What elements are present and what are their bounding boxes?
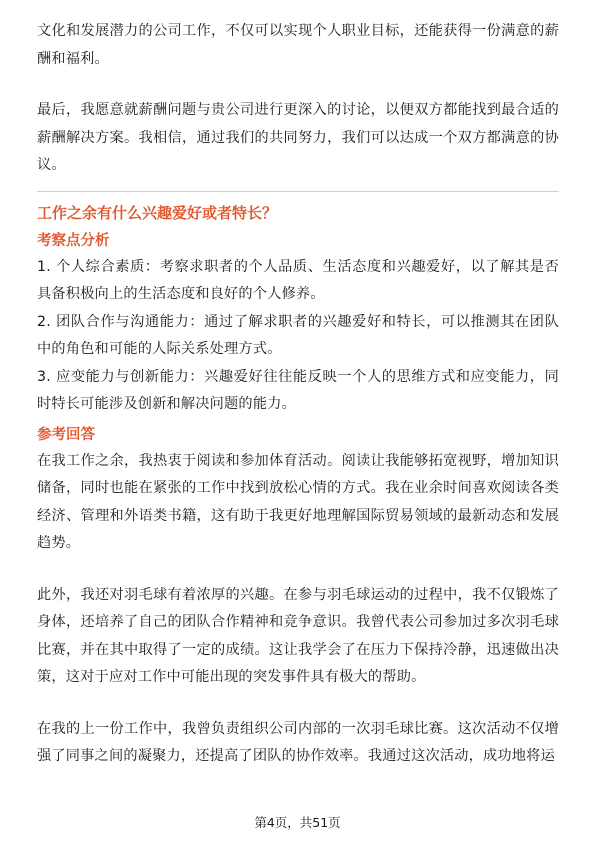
question-heading: 工作之余有什么兴趣爱好或者特长？ (37, 203, 278, 222)
answer-paragraph-1: 在我工作之余，我热衷于阅读和参加体育活动。阅读让我能够拓宽视野，增加知识储备，同时也能在紧张的工作中找到放松心情的方式。我在业余时间喜欢阅读各类经济、管理和外语类书籍，这有助于我更好地理解国际贸易领域的最新动态和发展趋势。 (37, 452, 559, 551)
answer-heading: 参考回答 (37, 426, 95, 443)
analysis-heading: 考察点分析 (37, 232, 110, 249)
analysis-item-1: 1. 个人综合素质：考察求职者的个人品质、生活态度和兴趣爱好，以了解其是否具备积极向上的生活态度和良好的个人修养。 (37, 258, 559, 302)
intro-paragraph-1: 文化和发展潜力的公司工作，不仅可以实现个人职业目标，还能获得一份满意的薪酬和福利。 (37, 23, 559, 67)
section-divider (37, 191, 559, 192)
page-number-footer: 第4页，共51页 (254, 815, 341, 830)
answer-paragraph-2: 此外，我还对羽毛球有着浓厚的兴趣。在参与羽毛球运动的过程中，我不仅锻炼了身体，还培养了自己的团队合作精神和竞争意识。我曾代表公司参加过多次羽毛球比赛，并在其中取得了一定的成绩。这让我学会了在压力下保持冷静，迅速做出决策，这对于应对工作中可能出现的突发事件具有极大的帮助。 (37, 586, 559, 685)
intro-paragraph-2: 最后，我愿意就薪酬问题与贵公司进行更深入的讨论，以便双方都能找到最合适的薪酬解决方案。我相信，通过我们的共同努力，我们可以达成一个双方都满意的协议。 (37, 102, 559, 173)
answer-paragraph-3: 在我的上一份工作中，我曾负责组织公司内部的一次羽毛球比赛。这次活动不仅增强了同事之间的凝聚力，还提高了团队的协作效率。我通过这次活动，成功地将运 (37, 720, 559, 764)
analysis-item-3: 3. 应变能力与创新能力：兴趣爱好往往能反映一个人的思维方式和应变能力，同时特长可能涉及创新和解决问题的能力。 (37, 368, 559, 412)
analysis-item-2: 2. 团队合作与沟通能力：通过了解求职者的兴趣爱好和特长，可以推测其在团队中的角色和可能的人际关系处理方式。 (37, 313, 559, 357)
document-page (37, 18, 559, 771)
